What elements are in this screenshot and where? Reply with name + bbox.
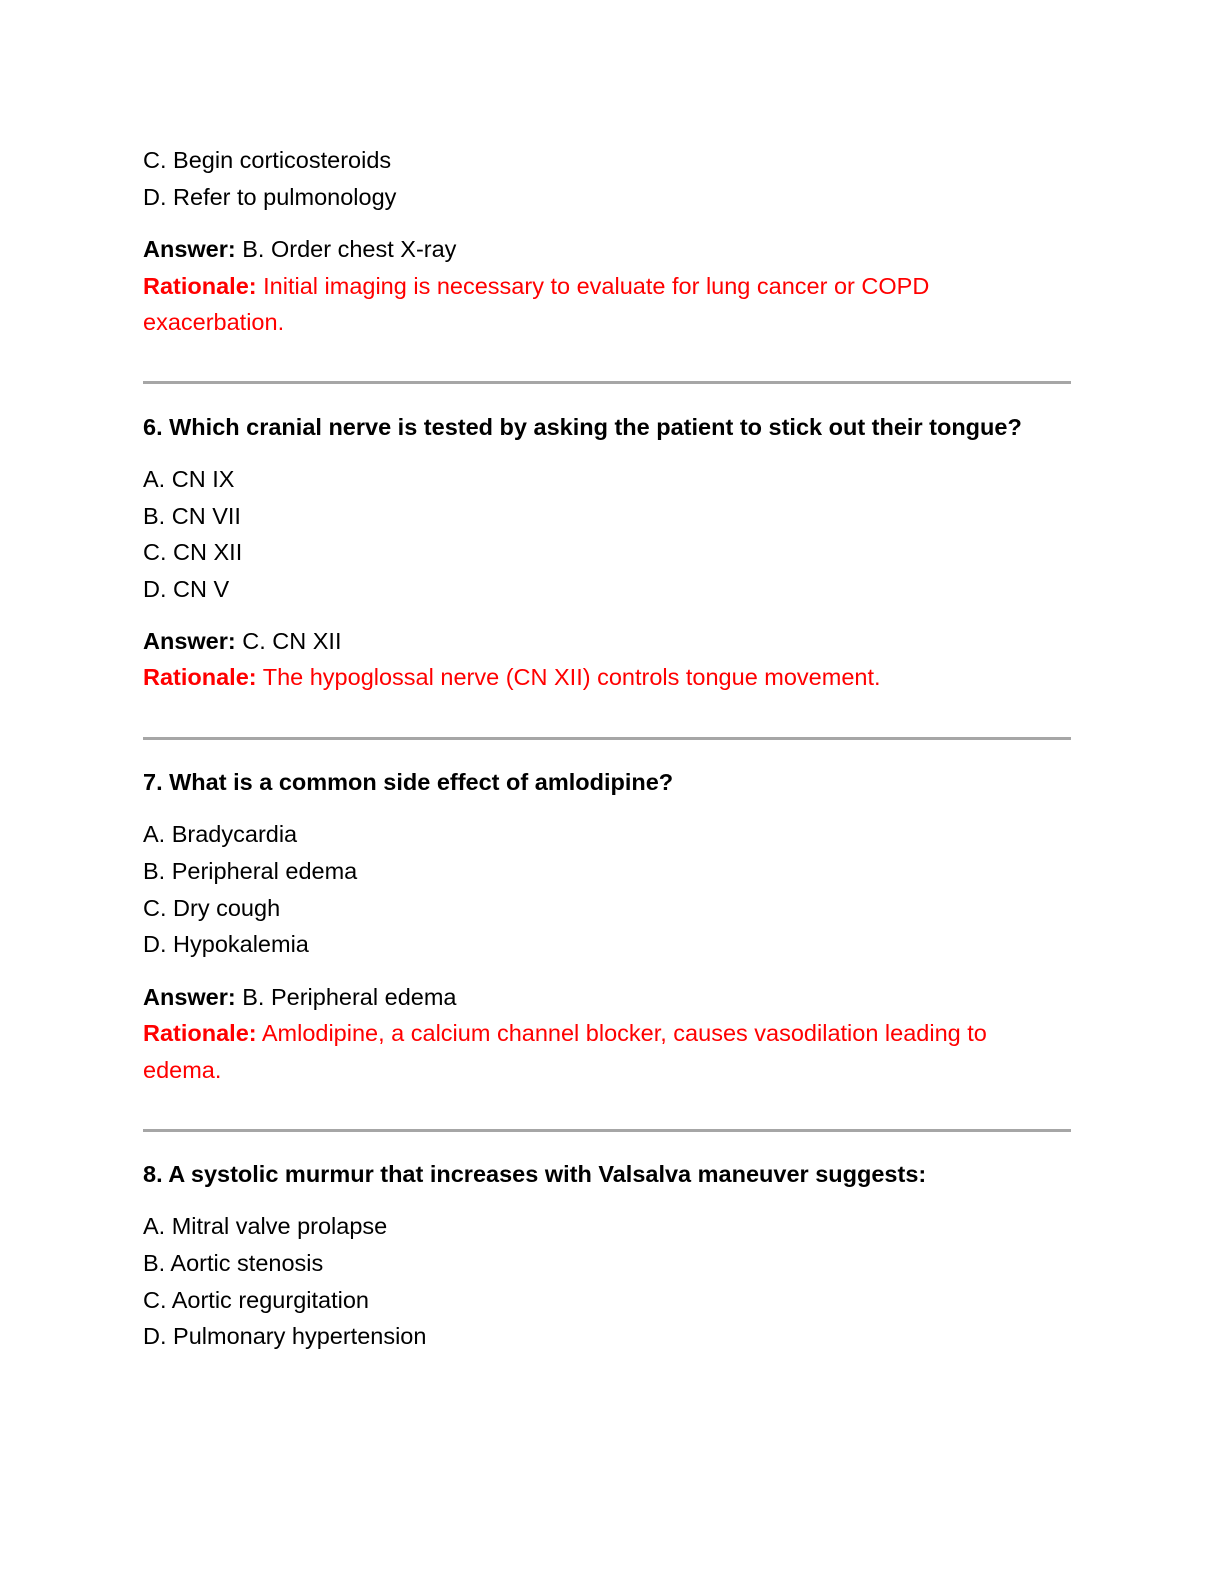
document-page	[143, 0, 1071, 1584]
answer-label: Answer:	[143, 236, 236, 262]
rationale-text: The hypoglossal nerve (CN XII) controls tongue movement.	[256, 664, 881, 690]
option-c: C. Begin corticosteroids	[143, 147, 392, 173]
option-a: A. Bradycardia	[143, 821, 298, 847]
option-d: D. CN V	[143, 576, 230, 602]
rationale-text: Amlodipine, a calcium channel blocker, causes vasodilation leading to	[256, 1020, 987, 1046]
answer-label: Answer:	[143, 984, 236, 1010]
option-c: C. Dry cough	[143, 895, 281, 921]
rationale-text-continued: edema.	[143, 1057, 222, 1083]
rationale-line	[143, 1018, 987, 1048]
option-b: B. Peripheral edema	[143, 858, 358, 884]
rationale-label: Rationale:	[143, 1020, 257, 1046]
question-title: 7. What is a common side effect of amlodipine?	[143, 769, 674, 795]
answer-line	[143, 234, 456, 264]
option-a: A. CN IX	[143, 466, 235, 492]
rationale-label: Rationale:	[143, 273, 257, 299]
option-b: B. CN VII	[143, 503, 241, 529]
section-divider	[143, 737, 1071, 740]
option-d: D. Refer to pulmonology	[143, 184, 397, 210]
answer-line	[143, 982, 456, 1012]
answer-line	[143, 626, 341, 656]
question-title: 6. Which cranial nerve is tested by asking the patient to stick out their tongue?	[143, 414, 1022, 440]
question-title: 8. A systolic murmur that increases with Valsalva maneuver suggests:	[143, 1161, 927, 1187]
rationale-label: Rationale:	[143, 664, 257, 690]
rationale-line	[143, 662, 881, 692]
option-b: B. Aortic stenosis	[143, 1250, 324, 1276]
option-d: D. Pulmonary hypertension	[143, 1323, 427, 1349]
answer-text: C. CN XII	[235, 628, 342, 654]
rationale-text: Initial imaging is necessary to evaluate for lung cancer or COPD	[256, 273, 930, 299]
option-d: D. Hypokalemia	[143, 931, 309, 957]
answer-text: B. Peripheral edema	[235, 984, 457, 1010]
section-divider	[143, 1129, 1071, 1132]
option-c: C. CN XII	[143, 539, 243, 565]
answer-label: Answer:	[143, 628, 236, 654]
answer-text: B. Order chest X-ray	[235, 236, 457, 262]
rationale-line	[143, 271, 929, 301]
rationale-text-continued: exacerbation.	[143, 309, 285, 335]
section-divider	[143, 381, 1071, 384]
option-a: A. Mitral valve prolapse	[143, 1213, 388, 1239]
option-c: C. Aortic regurgitation	[143, 1287, 369, 1313]
